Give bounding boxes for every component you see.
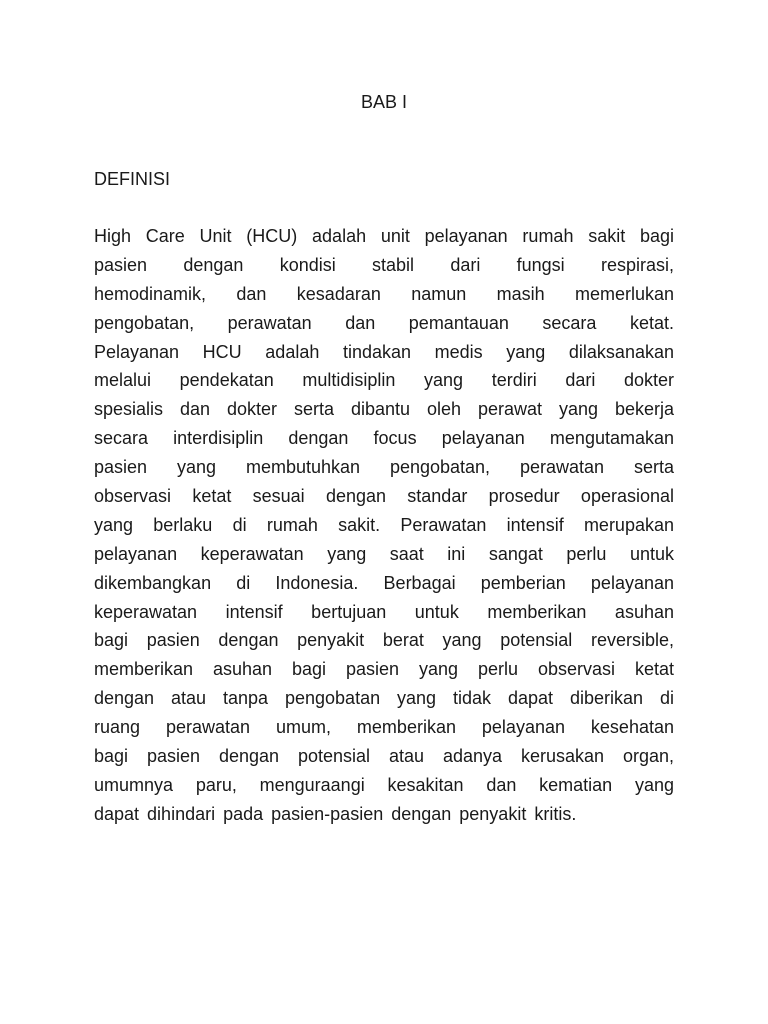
paragraph-line: pasien yang membutuhkan pengobatan, perawatan serta: [94, 457, 674, 478]
paragraph-line: observasi ketat sesuai dengan standar prosedur operasional: [94, 486, 674, 507]
paragraph-line: Pelayanan HCU adalah tindakan medis yang dilaksanakan: [94, 341, 674, 362]
paragraph-line: bagi pasien dengan potensial atau adanya kerusakan organ,: [94, 746, 674, 767]
paragraph-line: bagi pasien dengan penyakit berat yang potensial reversible,: [94, 630, 674, 651]
chapter-title: BAB I: [360, 92, 408, 112]
paragraph-line: pelayanan keperawatan yang saat ini sangat perlu untuk: [94, 543, 674, 564]
paragraph-line: yang berlaku di rumah sakit. Perawatan intensif merupakan: [94, 514, 674, 535]
paragraph-line: keperawatan intensif bertujuan untuk memberikan asuhan: [94, 601, 674, 622]
paragraph-line: melalui pendekatan multidisiplin yang terdiri dari dokter: [94, 370, 674, 391]
section-heading: DEFINISI: [94, 169, 171, 189]
paragraph-line: dengan atau tanpa pengobatan yang tidak dapat diberikan di: [94, 688, 674, 709]
paragraph-line: hemodinamik, dan kesadaran namun masih memerlukan: [94, 283, 674, 304]
paragraph-line: umumnya paru, menguraangi kesakitan dan kematian yang: [94, 774, 674, 795]
definition-paragraph: [94, 222, 674, 829]
paragraph-line: dapat dihindari pada pasien-pasien dengan penyakit kritis.: [94, 803, 577, 824]
paragraph-line: High Care Unit (HCU) adalah unit pelayanan rumah sakit bagi: [94, 226, 674, 246]
paragraph-line: secara interdisiplin dengan focus pelayanan mengutamakan: [94, 428, 674, 449]
paragraph-line: dikembangkan di Indonesia. Berbagai pemberian pelayanan: [94, 572, 674, 593]
paragraph-line: spesialis dan dokter serta dibantu oleh perawat yang bekerja: [94, 399, 674, 420]
paragraph-line: ruang perawatan umum, memberikan pelayanan kesehatan: [94, 717, 674, 738]
paragraph-line: memberikan asuhan bagi pasien yang perlu observasi ketat: [94, 659, 674, 680]
paragraph-line: pasien dengan kondisi stabil dari fungsi respirasi,: [94, 254, 674, 275]
paragraph-line: pengobatan, perawatan dan pemantauan secara ketat.: [94, 312, 674, 333]
